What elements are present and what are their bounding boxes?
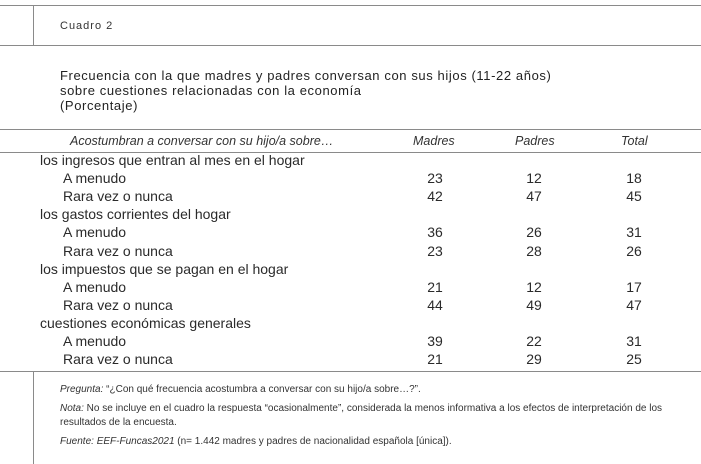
padres-value: 29 xyxy=(526,351,542,368)
table-bottom-rule xyxy=(0,371,701,372)
left-rule xyxy=(33,5,34,45)
padres-value: 26 xyxy=(526,224,542,241)
row-label: A menudo xyxy=(63,170,127,187)
column-header-total: Total xyxy=(621,134,648,148)
column-header-madres: Madres xyxy=(413,134,455,148)
madres-value: 39 xyxy=(427,333,443,349)
group-row xyxy=(0,205,701,223)
table-row xyxy=(0,278,701,296)
row-label: Rara vez o nunca xyxy=(63,242,173,259)
group-label: los impuestos que se pagan en el hogar xyxy=(40,260,289,277)
note-pregunta xyxy=(60,383,690,397)
title-line-3: (Porcentaje) xyxy=(60,98,139,113)
madres-value: 21 xyxy=(427,351,443,368)
title-line-1: Frecuencia con la que madres y padres conversan con sus hijos (11-22 años) xyxy=(60,68,552,83)
note-pregunta-text: “¿Con qué frecuencia acostumbra a conversar con su hijo/a sobre…?”. xyxy=(103,384,421,395)
total-value: 31 xyxy=(626,333,642,349)
total-value: 45 xyxy=(626,188,642,205)
madres-value: 23 xyxy=(427,170,443,187)
column-header-label: Acostumbran a conversar con su hijo/a sobre… xyxy=(70,134,334,148)
title-line-2: sobre cuestiones relacionadas con la economía xyxy=(60,83,362,98)
note-nota-label: Nota: xyxy=(60,403,84,414)
padres-value: 49 xyxy=(526,296,542,313)
madres-value: 42 xyxy=(427,188,443,205)
padres-value: 28 xyxy=(526,242,542,259)
note-fuente-label: Fuente: EEF-Funcas2021 xyxy=(60,436,175,447)
madres-value: 21 xyxy=(427,278,443,295)
total-value: 26 xyxy=(626,242,642,259)
row-label: Rara vez o nunca xyxy=(63,351,173,368)
header-top-rule xyxy=(0,129,701,130)
table-row xyxy=(0,187,701,205)
table-number: Cuadro 2 xyxy=(60,20,114,32)
padres-value: 12 xyxy=(526,278,542,295)
table-row xyxy=(0,350,701,368)
padres-value: 22 xyxy=(526,333,542,349)
note-nota-text: No se incluye en el cuadro la respuesta “ocasionalmente”, considerada la menos informativa a los efectos de interpretación de los resultados de la encuesta. xyxy=(60,403,663,428)
title-separator xyxy=(0,45,701,46)
table-row xyxy=(0,242,701,260)
notes-left-rule xyxy=(33,371,34,464)
madres-value: 36 xyxy=(427,224,443,241)
total-value: 17 xyxy=(626,278,642,295)
note-fuente xyxy=(60,435,690,449)
group-label: cuestiones económicas generales xyxy=(40,314,251,331)
row-label: A menudo xyxy=(63,333,127,349)
table-row xyxy=(0,169,701,187)
padres-value: 47 xyxy=(526,188,542,205)
table-notes xyxy=(60,383,690,454)
table-row xyxy=(0,332,701,350)
row-label: A menudo xyxy=(63,278,127,295)
row-label: Rara vez o nunca xyxy=(63,188,173,205)
column-header-padres: Padres xyxy=(515,134,555,148)
table-row xyxy=(0,296,701,314)
group-row xyxy=(0,314,701,332)
total-value: 25 xyxy=(626,351,642,368)
group-label: los ingresos que entran al mes en el hogar xyxy=(40,152,305,168)
madres-value: 44 xyxy=(427,296,443,313)
total-value: 31 xyxy=(626,224,642,241)
total-value: 47 xyxy=(626,296,642,313)
note-fuente-text: (n= 1.442 madres y padres de nacionalidad española [única]). xyxy=(174,436,452,447)
group-label: los gastos corrientes del hogar xyxy=(40,206,231,223)
group-row xyxy=(0,260,701,278)
note-pregunta-label: Pregunta: xyxy=(60,384,104,395)
padres-value: 12 xyxy=(526,170,542,187)
table-title xyxy=(60,68,551,113)
row-label: Rara vez o nunca xyxy=(63,296,173,313)
top-rule xyxy=(0,5,701,6)
row-label: A menudo xyxy=(63,224,127,241)
group-row xyxy=(0,151,701,169)
total-value: 18 xyxy=(626,170,642,187)
madres-value: 23 xyxy=(427,242,443,259)
note-nota xyxy=(60,402,690,430)
table-row xyxy=(0,223,701,241)
